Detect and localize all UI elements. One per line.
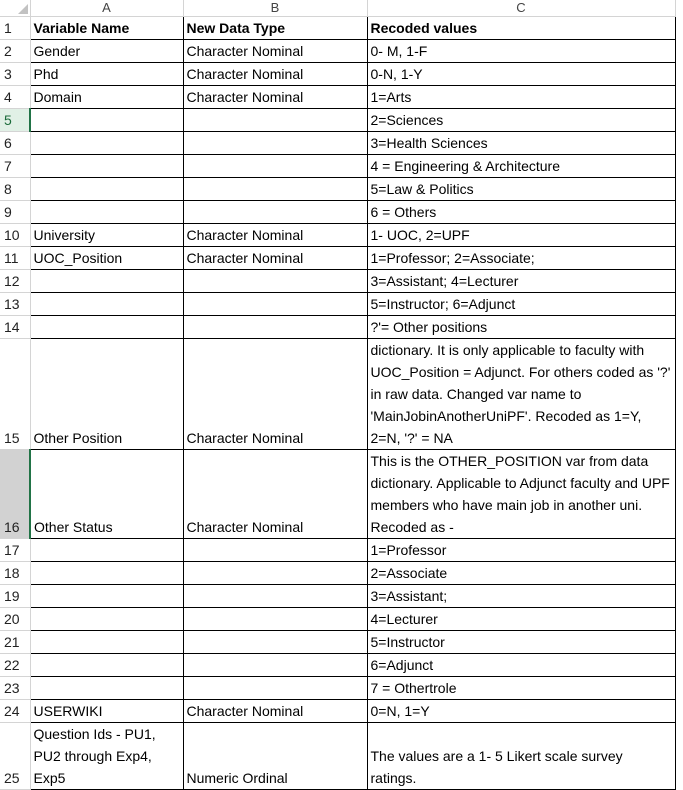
cell-a-13[interactable] xyxy=(30,293,183,316)
table-row xyxy=(0,339,675,450)
cell-b-6[interactable] xyxy=(183,132,367,155)
cell-a-22[interactable] xyxy=(30,654,183,677)
table-row xyxy=(0,677,675,700)
select-all-corner[interactable] xyxy=(0,0,30,17)
cell-c-14[interactable]: ?'= Other positions xyxy=(367,316,675,339)
cell-c-22[interactable]: 6=Adjunct xyxy=(367,654,675,677)
cell-b-12[interactable] xyxy=(183,270,367,293)
cell-a-21[interactable] xyxy=(30,631,183,654)
cell-b-5[interactable] xyxy=(183,109,367,132)
table-row xyxy=(0,585,675,608)
column-header-row xyxy=(0,0,675,17)
cell-c-9[interactable]: 6 = Others xyxy=(367,201,675,224)
cell-c-4[interactable]: 1=Arts xyxy=(367,86,675,109)
cell-c-12[interactable]: 3=Assistant; 4=Lecturer xyxy=(367,270,675,293)
table-row xyxy=(0,178,675,201)
cell-c-6[interactable]: 3=Health Sciences xyxy=(367,132,675,155)
cell-c-16[interactable]: This is the OTHER_POSITION var from data dictionary. Applicable to Adjunct faculty and UPF members who have main job in another uni. Recoded as - xyxy=(367,450,675,539)
cell-b-11[interactable]: Character Nominal xyxy=(183,247,367,270)
cell-a-14[interactable] xyxy=(30,316,183,339)
cell-b-3[interactable]: Character Nominal xyxy=(183,63,367,86)
row-header[interactable]: 14 xyxy=(0,316,30,339)
table-row xyxy=(0,723,675,790)
table-row xyxy=(0,155,675,178)
row-header[interactable]: 21 xyxy=(0,631,30,654)
cell-b-8[interactable] xyxy=(183,178,367,201)
cell-a-4[interactable]: Domain xyxy=(30,86,183,109)
cell-c-8[interactable]: 5=Law & Politics xyxy=(367,178,675,201)
table-row xyxy=(0,40,675,63)
cell-a-6[interactable] xyxy=(30,132,183,155)
cell-b-19[interactable] xyxy=(183,585,367,608)
table-row xyxy=(0,700,675,723)
table-row xyxy=(0,270,675,293)
cell-b-9[interactable] xyxy=(183,201,367,224)
cell-b-7[interactable] xyxy=(183,155,367,178)
cell-a-17[interactable] xyxy=(30,539,183,562)
cell-b-18[interactable] xyxy=(183,562,367,585)
row-header[interactable]: 15 xyxy=(0,339,30,450)
cell-a-23[interactable] xyxy=(30,677,183,700)
cell-c-23[interactable]: 7 = Othertrole xyxy=(367,677,675,700)
cell-a-10[interactable]: University xyxy=(30,224,183,247)
row-header[interactable]: 23 xyxy=(0,677,30,700)
cell-c-24[interactable]: 0=N, 1=Y xyxy=(367,700,675,723)
cell-c-5[interactable]: 2=Sciences xyxy=(367,109,675,132)
cell-c-7[interactable]: 4 = Engineering & Architecture xyxy=(367,155,675,178)
cell-a-5[interactable] xyxy=(30,109,183,132)
cell-b-14[interactable] xyxy=(183,316,367,339)
row-header[interactable]: 13 xyxy=(0,293,30,316)
table-row xyxy=(0,201,675,224)
table-row xyxy=(0,109,675,132)
table-row xyxy=(0,562,675,585)
row-header[interactable]: 8 xyxy=(0,178,30,201)
cell-b-15[interactable]: Character Nominal xyxy=(183,339,367,450)
column-header-b[interactable]: B xyxy=(183,0,367,17)
row-header[interactable]: 25 xyxy=(0,723,30,790)
row-header[interactable]: 18 xyxy=(0,562,30,585)
cell-a-3[interactable]: Phd xyxy=(30,63,183,86)
cell-c-19[interactable]: 3=Assistant; xyxy=(367,585,675,608)
row-header[interactable]: 1 xyxy=(0,17,30,40)
cell-b-24[interactable]: Character Nominal xyxy=(183,700,367,723)
row-header[interactable]: 11 xyxy=(0,247,30,270)
cell-a-12[interactable] xyxy=(30,270,183,293)
column-header-a[interactable]: A xyxy=(30,0,183,17)
cell-b-10[interactable]: Character Nominal xyxy=(183,224,367,247)
table-row xyxy=(0,450,675,539)
cell-c-21[interactable]: 5=Instructor xyxy=(367,631,675,654)
row-header[interactable]: 4 xyxy=(0,86,30,109)
cell-c-15[interactable]: dictionary. It is only applicable to faculty with UOC_Position = Adjunct. For others coded as '?' in raw data. Changed var name to 'MainJobinAnotherUniPF'. Recoded as 1=Y, 2=N, '?' = NA xyxy=(367,339,675,450)
row-header[interactable]: 24 xyxy=(0,700,30,723)
cell-b-23[interactable] xyxy=(183,677,367,700)
column-header-c[interactable]: C xyxy=(367,0,675,17)
table-row xyxy=(0,63,675,86)
cell-a-19[interactable] xyxy=(30,585,183,608)
row-header[interactable]: 7 xyxy=(0,155,30,178)
cell-c-11[interactable]: 1=Professor; 2=Associate; xyxy=(367,247,675,270)
cell-a-11[interactable]: UOC_Position xyxy=(30,247,183,270)
row-header[interactable]: 12 xyxy=(0,270,30,293)
cell-a-1[interactable]: Variable Name xyxy=(30,17,183,40)
row-header[interactable]: 10 xyxy=(0,224,30,247)
cell-b-13[interactable] xyxy=(183,293,367,316)
table-row xyxy=(0,539,675,562)
cell-a-7[interactable] xyxy=(30,155,183,178)
cell-a-18[interactable] xyxy=(30,562,183,585)
cell-a-15[interactable]: Other Position xyxy=(30,339,183,450)
cell-a-25[interactable]: Question Ids - PU1, PU2 through Exp4, Exp5 xyxy=(30,723,183,790)
table-row xyxy=(0,86,675,109)
row-header[interactable]: 2 xyxy=(0,40,30,63)
table-row xyxy=(0,224,675,247)
table-row xyxy=(0,247,675,270)
cell-b-1[interactable]: New Data Type xyxy=(183,17,367,40)
table-row xyxy=(0,316,675,339)
row-header[interactable]: 16 xyxy=(0,450,30,539)
row-header[interactable]: 9 xyxy=(0,201,30,224)
cell-c-13[interactable]: 5=Instructor; 6=Adjunct xyxy=(367,293,675,316)
cell-c-20[interactable]: 4=Lecturer xyxy=(367,608,675,631)
table-row xyxy=(0,631,675,654)
cell-c-2[interactable]: 0- M, 1-F xyxy=(367,40,675,63)
table-row xyxy=(0,654,675,677)
row-header[interactable]: 6 xyxy=(0,132,30,155)
row-header[interactable]: 5 xyxy=(0,109,30,132)
cell-b-21[interactable] xyxy=(183,631,367,654)
cell-c-1[interactable]: Recoded values xyxy=(367,17,675,40)
row-header[interactable]: 3 xyxy=(0,63,30,86)
cell-b-20[interactable] xyxy=(183,608,367,631)
cell-a-2[interactable]: Gender xyxy=(30,40,183,63)
row-header[interactable]: 19 xyxy=(0,585,30,608)
cell-b-4[interactable]: Character Nominal xyxy=(183,86,367,109)
cell-a-9[interactable] xyxy=(30,201,183,224)
cell-b-22[interactable] xyxy=(183,654,367,677)
cell-c-17[interactable]: 1=Professor xyxy=(367,539,675,562)
cell-c-10[interactable]: 1- UOC, 2=UPF xyxy=(367,224,675,247)
cell-a-24[interactable]: USERWIKI xyxy=(30,700,183,723)
table-row xyxy=(0,132,675,155)
cell-a-16[interactable]: Other Status xyxy=(30,450,183,539)
row-header[interactable]: 20 xyxy=(0,608,30,631)
cell-c-3[interactable]: 0-N, 1-Y xyxy=(367,63,675,86)
cell-b-17[interactable] xyxy=(183,539,367,562)
row-header[interactable]: 17 xyxy=(0,539,30,562)
table-row xyxy=(0,17,675,40)
table-row xyxy=(0,608,675,631)
cell-b-2[interactable]: Character Nominal xyxy=(183,40,367,63)
cell-a-8[interactable] xyxy=(30,178,183,201)
cell-c-25[interactable]: The values are a 1- 5 Likert scale survey ratings. xyxy=(367,723,675,790)
cell-b-16[interactable]: Character Nominal xyxy=(183,450,367,539)
table-row xyxy=(0,293,675,316)
cell-b-25[interactable]: Numeric Ordinal xyxy=(183,723,367,790)
cell-c-18[interactable]: 2=Associate xyxy=(367,562,675,585)
cell-a-20[interactable] xyxy=(30,608,183,631)
row-header[interactable]: 22 xyxy=(0,654,30,677)
